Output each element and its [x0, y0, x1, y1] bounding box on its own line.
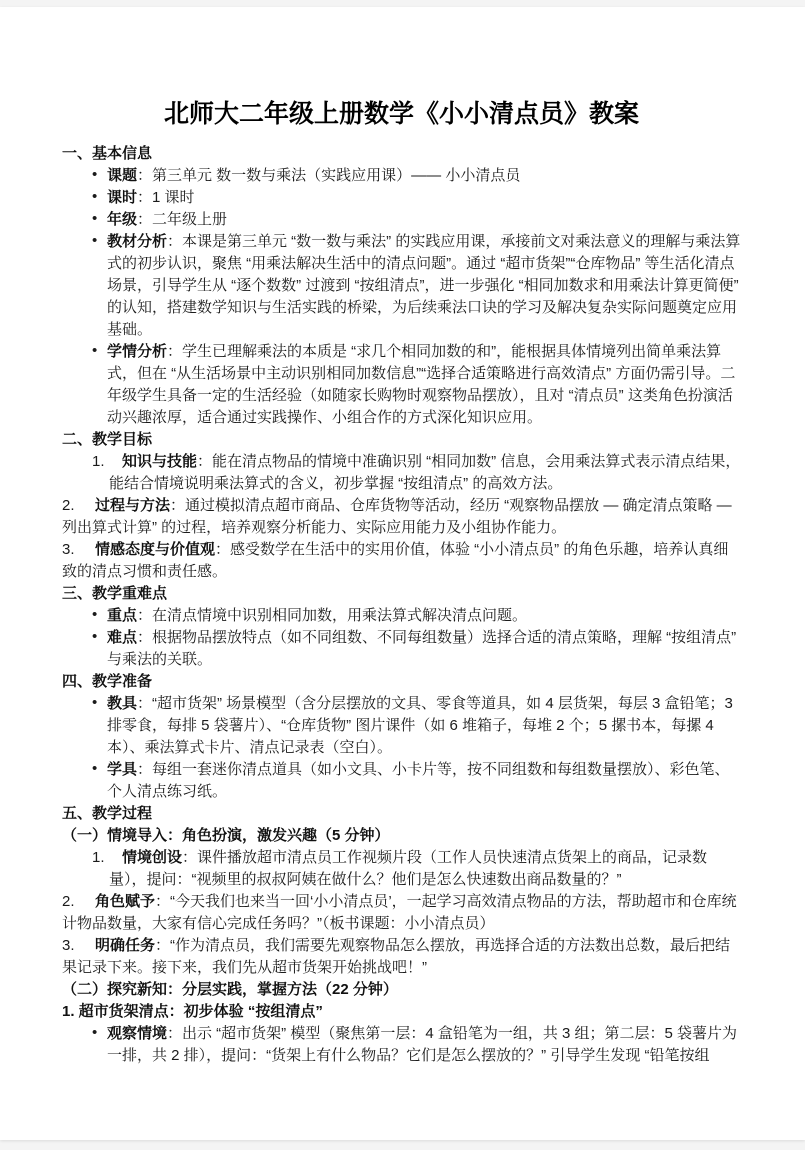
item-text: ：每组一套迷你清点道具（如小文具、小卡片等，按不同组数和每组数量摆放）、彩色笔、个人清点练习纸。	[107, 761, 730, 800]
numbered-item-knowledge-skills	[62, 451, 741, 495]
numbered-item-task-clarification	[62, 935, 741, 979]
bullet-item-class-hours	[62, 187, 741, 209]
item-label: 情境创设	[122, 849, 183, 866]
item-text: ：1 课时	[137, 189, 195, 206]
stage-heading-explore: （二）探究新知：分层实践，掌握方法（22 分钟）	[62, 981, 398, 998]
bullet-item-difficult-point	[62, 627, 741, 671]
item-text: ：根据物品摆放特点（如不同组数、不同每组数量）选择合适的清点策略，理解 “按组清点” 与乘法的关联。	[107, 629, 737, 668]
item-number: 3.	[62, 937, 75, 954]
numbered-item-process-method	[62, 495, 741, 539]
stage-heading-lead-in: （一）情境导入：角色扮演，激发兴趣（5 分钟）	[62, 827, 390, 844]
bullet-icon: •	[92, 628, 98, 645]
page	[0, 7, 805, 1140]
bullet-item-grade	[62, 209, 741, 231]
bullet-icon: •	[92, 210, 98, 227]
item-text: ：在清点情境中识别相同加数，用乘法算式解决清点问题。	[137, 607, 528, 624]
item-text: ：二年级上册	[137, 211, 228, 228]
item-label: 课时	[107, 189, 138, 206]
item-label: 角色赋予	[95, 893, 156, 910]
item-text: ：课件播放超市清点员工作视频片段（工作人员快速清点货架上的商品，记录数量），提问：“视频里的叔叔阿姨在做什么？他们是怎么快速数出商品数量的？”	[109, 849, 708, 888]
item-text: ：“今天我们也来当一回‘小小清点员’，一起学习高效清点物品的方法，帮助超市和仓库统计物品数量，大家有信心完成任务吗？”（板书课题：小小清点员）	[62, 893, 737, 932]
item-text: ：通过模拟清点超市商品、仓库货物等活动，经历 “观察物品摆放 — 确定清点策略 — 列出算式计算” 的过程，培养观察分析能力、实际应用能力及小组协作能力。	[62, 497, 732, 536]
bullet-icon: •	[92, 342, 98, 359]
section-heading-basic-info: 一、基本信息	[62, 145, 153, 162]
item-label: 重点	[107, 607, 138, 624]
bullet-item-teaching-aids	[62, 693, 741, 759]
bullet-icon: •	[92, 760, 98, 777]
item-label: 情感态度与价值观	[95, 541, 216, 558]
section-heading-process: 五、教学过程	[62, 805, 153, 822]
numbered-item-role-assignment	[62, 891, 741, 935]
item-number: 1.	[92, 849, 105, 866]
bullet-icon: •	[92, 232, 98, 249]
item-label: 教具	[107, 695, 138, 712]
section-heading-preparation: 四、教学准备	[62, 673, 153, 690]
item-label: 过程与方法	[95, 497, 171, 514]
item-label: 课题	[107, 167, 138, 184]
numbered-item-situation-creation	[62, 847, 741, 891]
bullet-item-learner-analysis	[62, 341, 741, 429]
item-number: 2.	[62, 497, 75, 514]
item-label: 年级	[107, 211, 138, 228]
item-text: ：能在清点物品的情境中准确识别 “相同加数” 信息，会用乘法算式表示清点结果，能结合情境说明乘法算式的含义，初步掌握 “按组清点” 的高效方法。	[109, 453, 741, 492]
activity-heading-shelf-counting: 1. 超市货架清点：初步体验 “按组清点”	[62, 1003, 323, 1020]
bullet-icon: •	[92, 188, 98, 205]
bullet-item-topic	[62, 165, 741, 187]
bullet-item-observe-situation	[62, 1023, 741, 1067]
item-label: 学情分析	[107, 343, 168, 360]
bullet-item-student-aids	[62, 759, 741, 803]
page-title: 北师大二年级上册数学《小小清点员》教案	[163, 100, 639, 128]
item-text: ：出示 “超市货架” 模型（聚焦第一层：4 盒铅笔为一组，共 3 组；第二层：5 袋薯片为一排，共 2 排），提问：“货架上有什么物品？它们是怎么摆放的？” 引导学生发现 “铅笔按组	[107, 1025, 738, 1064]
item-text: ：学生已理解乘法的本质是 “求几个相同加数的和”，能根据具体情境列出简单乘法算式，但在 “从生活场景中主动识别相同加数信息”“选择合适策略进行高效清点” 方面仍需引导。二年级学生具备一定的生活经验（如随家长购物时观察物品摆放），且对 “清点员” 这类角色扮演活动兴趣浓厚，适合通过实践操作、小组合作的方式深化知识应用。	[107, 343, 736, 426]
bullet-icon: •	[92, 694, 98, 711]
item-label: 难点	[107, 629, 138, 646]
item-text: ：感受数学在生活中的实用价值，体验 “小小清点员” 的角色乐趣，培养认真细致的清点习惯和责任感。	[62, 541, 729, 580]
item-label: 明确任务	[95, 937, 156, 954]
item-number: 1.	[92, 453, 105, 470]
bullet-icon: •	[92, 606, 98, 623]
item-label: 观察情境	[107, 1025, 168, 1042]
item-label: 知识与技能	[122, 453, 198, 470]
item-text: ：“作为清点员，我们需要先观察物品怎么摆放，再选择合适的方法数出总数，最后把结果记录下来。接下来，我们先从超市货架开始挑战吧！”	[62, 937, 731, 976]
numbered-item-affect-values	[62, 539, 741, 583]
item-number: 3.	[62, 541, 75, 558]
item-text: ：“超市货架” 场景模型（含分层摆放的文具、零食等道具，如 4 层货架，每层 3 盒铅笔；3 排零食，每排 5 袋薯片）、“仓库货物” 图片课件（如 6 堆箱子，每堆 2 个；5 摞书本，每摞 4 本）、乘法算式卡片、清点记录表（空白）。	[107, 695, 733, 756]
item-number: 2.	[62, 893, 75, 910]
item-text: ：本课是第三单元 “数一数与乘法” 的实践应用课，承接前文对乘法意义的理解与乘法算式的初步认识，聚焦 “用乘法解决生活中的清点问题”。通过 “超市货架”“仓库物品” 等生活化清点场景，引导学生从 “逐个数数” 过渡到 “按组清点”，进一步强化 “相同加数求和用乘法计算更简便” 的认知，搭建数学知识与生活实践的桥梁，为后续乘法口诀的学习及解决复杂实际问题奠定应用基础。	[107, 233, 741, 338]
bullet-icon: •	[92, 166, 98, 183]
item-label: 教材分析	[107, 233, 168, 250]
bullet-icon: •	[92, 1024, 98, 1041]
item-label: 学具	[107, 761, 138, 778]
section-heading-key-points: 三、教学重难点	[62, 585, 168, 602]
bullet-item-material-analysis	[62, 231, 741, 341]
section-heading-objectives: 二、教学目标	[62, 431, 153, 448]
item-text: ：第三单元 数一数与乘法（实践应用课）—— 小小清点员	[137, 167, 521, 184]
bullet-item-key-point	[62, 605, 741, 627]
